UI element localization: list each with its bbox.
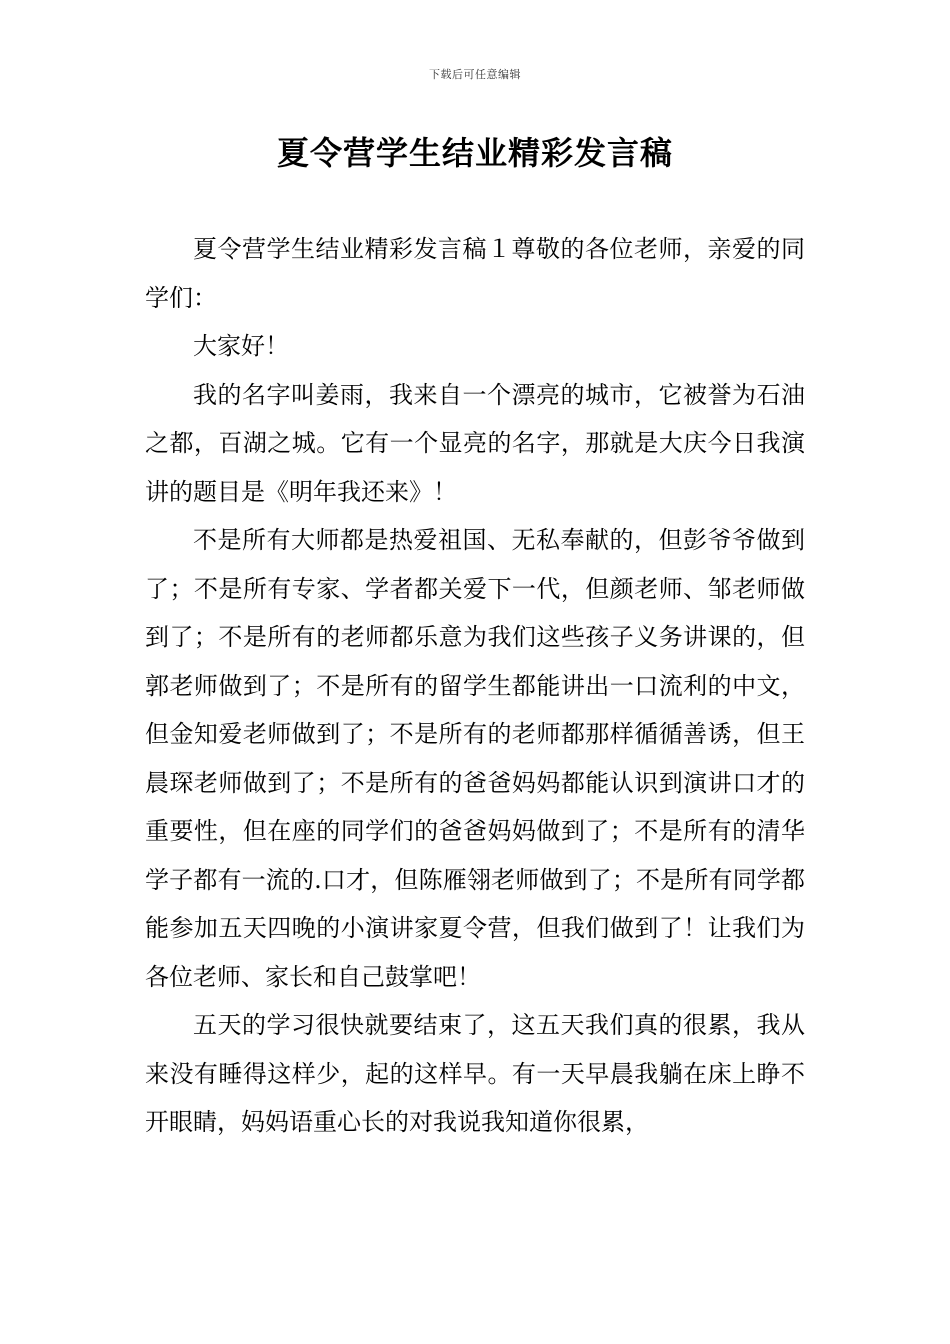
document-body [145,225,805,1147]
paragraph: 五天的学习很快就要结束了，这五天我们真的很累，我从来没有睡得这样少，起的这样早。有一天早晨我躺在床上睁不开眼睛，妈妈语重心长的对我说我知道你很累， [145,1011,805,1136]
paragraph: 大家好！ [193,332,289,360]
page-title: 夏令营学生结业精彩发言稿 [276,134,673,172]
paragraph: 我的名字叫姜雨，我来自一个漂亮的城市，它被誉为石油之都，百湖之城。它有一个显亮的名字，那就是大庆今日我演讲的题目是《明年我还来》！ [145,380,805,506]
header-note: 下载后可任意编辑 [429,68,521,81]
paragraph: 夏令营学生结业精彩发言稿１尊敬的各位老师，亲爱的同学们： [145,235,805,312]
paragraph: 不是所有大师都是热爱祖国、无私奉献的，但彭爷爷做到了；不是所有专家、学者都关爱下一代，但颜老师、邹老师做到了；不是所有的老师都乐意为我们这些孩子义务讲课的，但郭老师做到了；不是所有的留学生都能讲出一口流利的中文，但金知爱老师做到了；不是所有的老师都那样循循善诱，但王晨琛老师做到了；不是所有的爸爸妈妈都能认识到演讲口才的重要性，但在座的同学们的爸爸妈妈做到了；不是所有的清华学子都有一流的.口才，但陈雁翎老师做到了；不是所有同学都能参加五天四晚的小演讲家夏令营，但我们做到了！让我们为各位老师、家长和自己鼓掌吧！ [145,526,805,991]
